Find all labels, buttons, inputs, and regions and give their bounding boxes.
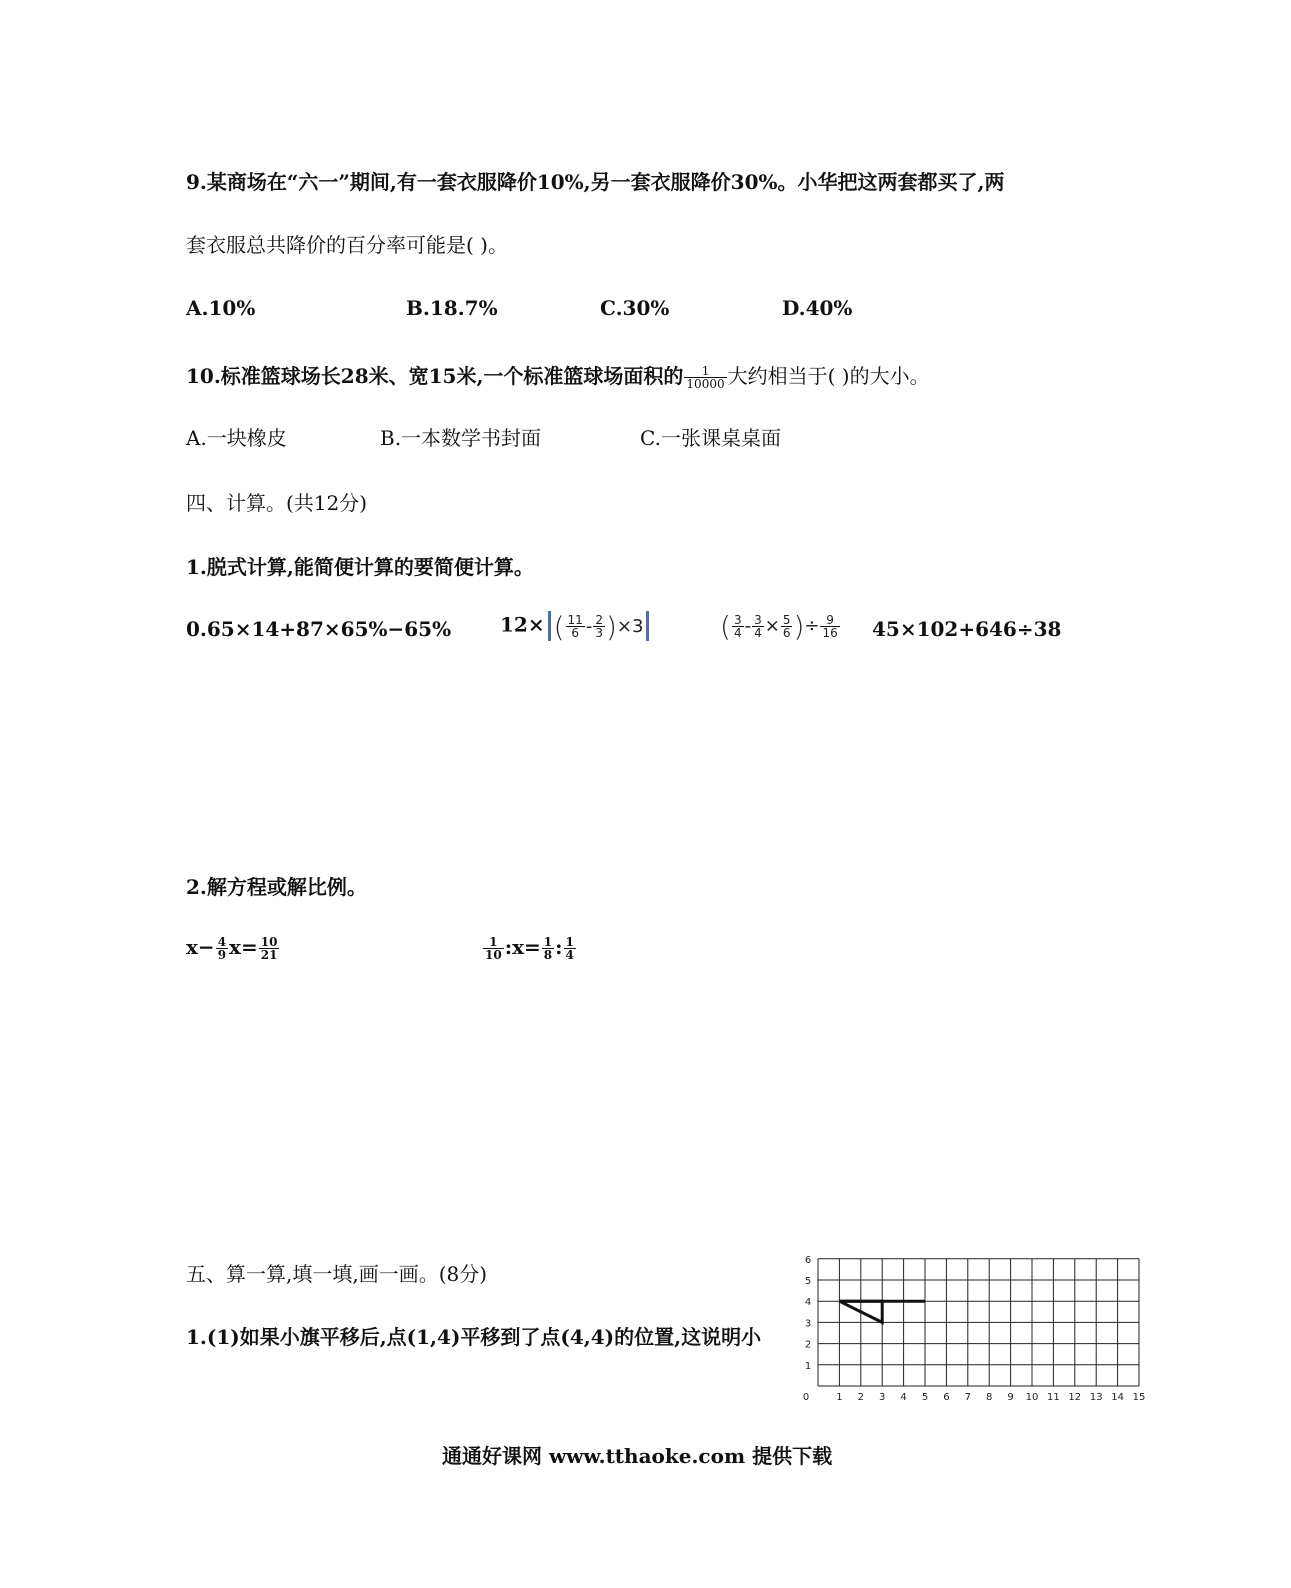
footer-credit: 通通好课网 www.tthaoke.com 提供下载 [442,1444,833,1468]
coordinate-grid [784,1248,1146,1418]
grid-x-label: 11 [1047,1392,1060,1403]
expr-3: ( $\frac{3}{4}$ - $\frac{3}{4}$ × $\frac{5}{6}$ )÷ $\frac{9}{16}$ [720,610,838,643]
expr-4: 45×102+646÷38 [872,617,1062,641]
expr-2: 12× ( $\frac{11}{6}$ - $\frac{2}{3}$ )×3 [500,610,652,643]
q10-option-c: C.一张课桌桌面 [640,426,781,450]
q10-after: 大约相当于( )的大小。 [727,364,930,388]
q9-option-b: B.18.7% [406,296,498,320]
grid-x-label: 14 [1111,1392,1124,1403]
grid-y-label: 3 [804,1318,812,1330]
grid-x-label: 3 [879,1392,886,1403]
grid-x-label: 12 [1068,1392,1082,1403]
equation-2: $\frac{1}{10}$ :x= $\frac{1}{8}$ : $\frac{1}{4}$ [485,935,574,962]
q9-option-d: D.40% [782,296,853,320]
q10-before: 10.标准篮球场长28米、宽15米,一个标准篮球场面积的 [186,364,684,388]
grid-x-label: 1 [836,1392,843,1403]
q10-fraction: $\frac{1}{10000}$ [686,364,725,391]
grid-x-label: 9 [1007,1392,1014,1403]
q9-line1: 9.某商场在“六一”期间,有一套衣服降价10%,另一套衣服降价30%。小华把这两套都买了,两 [186,170,1005,194]
grid-x-label: 2 [857,1392,864,1403]
grid-x-label: 5 [921,1392,929,1403]
grid-y-label: 2 [804,1339,812,1351]
grid-x-label: 8 [986,1392,993,1403]
grid-y-label: 6 [804,1254,812,1266]
q10-line [186,362,930,390]
grid-x-label: 4 [900,1392,907,1403]
q9-line2: 套衣服总共降价的百分率可能是( )。 [186,233,508,257]
equation-1: x− $\frac{4}{9}$ x= $\frac{10}{21}$ [186,935,278,962]
grid-y-label: 1 [804,1360,812,1372]
section4-sub1: 1.脱式计算,能简便计算的要简便计算。 [186,555,534,579]
q9-option-a: A.10% [186,296,256,320]
q10-option-b: B.一本数学书封面 [380,426,542,450]
q9-option-c: C.30% [600,296,670,320]
expr-1: 0.65×14+87×65%−65% [186,617,452,641]
section5-heading: 五、算一算,填一填,画一画。(8分) [186,1262,488,1286]
section4-sub2: 2.解方程或解比例。 [186,875,367,899]
grid-x-label: 0 [802,1392,810,1403]
grid-x-label: 10 [1025,1392,1039,1403]
section5-q1: 1.(1)如果小旗平移后,点(1,4)平移到了点(4,4)的位置,这说明小 [186,1325,762,1349]
grid-figure [784,1248,1146,1418]
grid-y-label: 4 [804,1297,812,1309]
grid-x-label: 13 [1089,1392,1103,1403]
grid-x-label: 6 [943,1392,950,1403]
grid-y-label: 5 [804,1276,812,1287]
q10-option-a: A.一块橡皮 [186,426,287,450]
grid-x-label: 15 [1132,1392,1146,1403]
grid-x-label: 7 [964,1392,971,1403]
section4-heading: 四、计算。(共12分) [186,491,368,515]
